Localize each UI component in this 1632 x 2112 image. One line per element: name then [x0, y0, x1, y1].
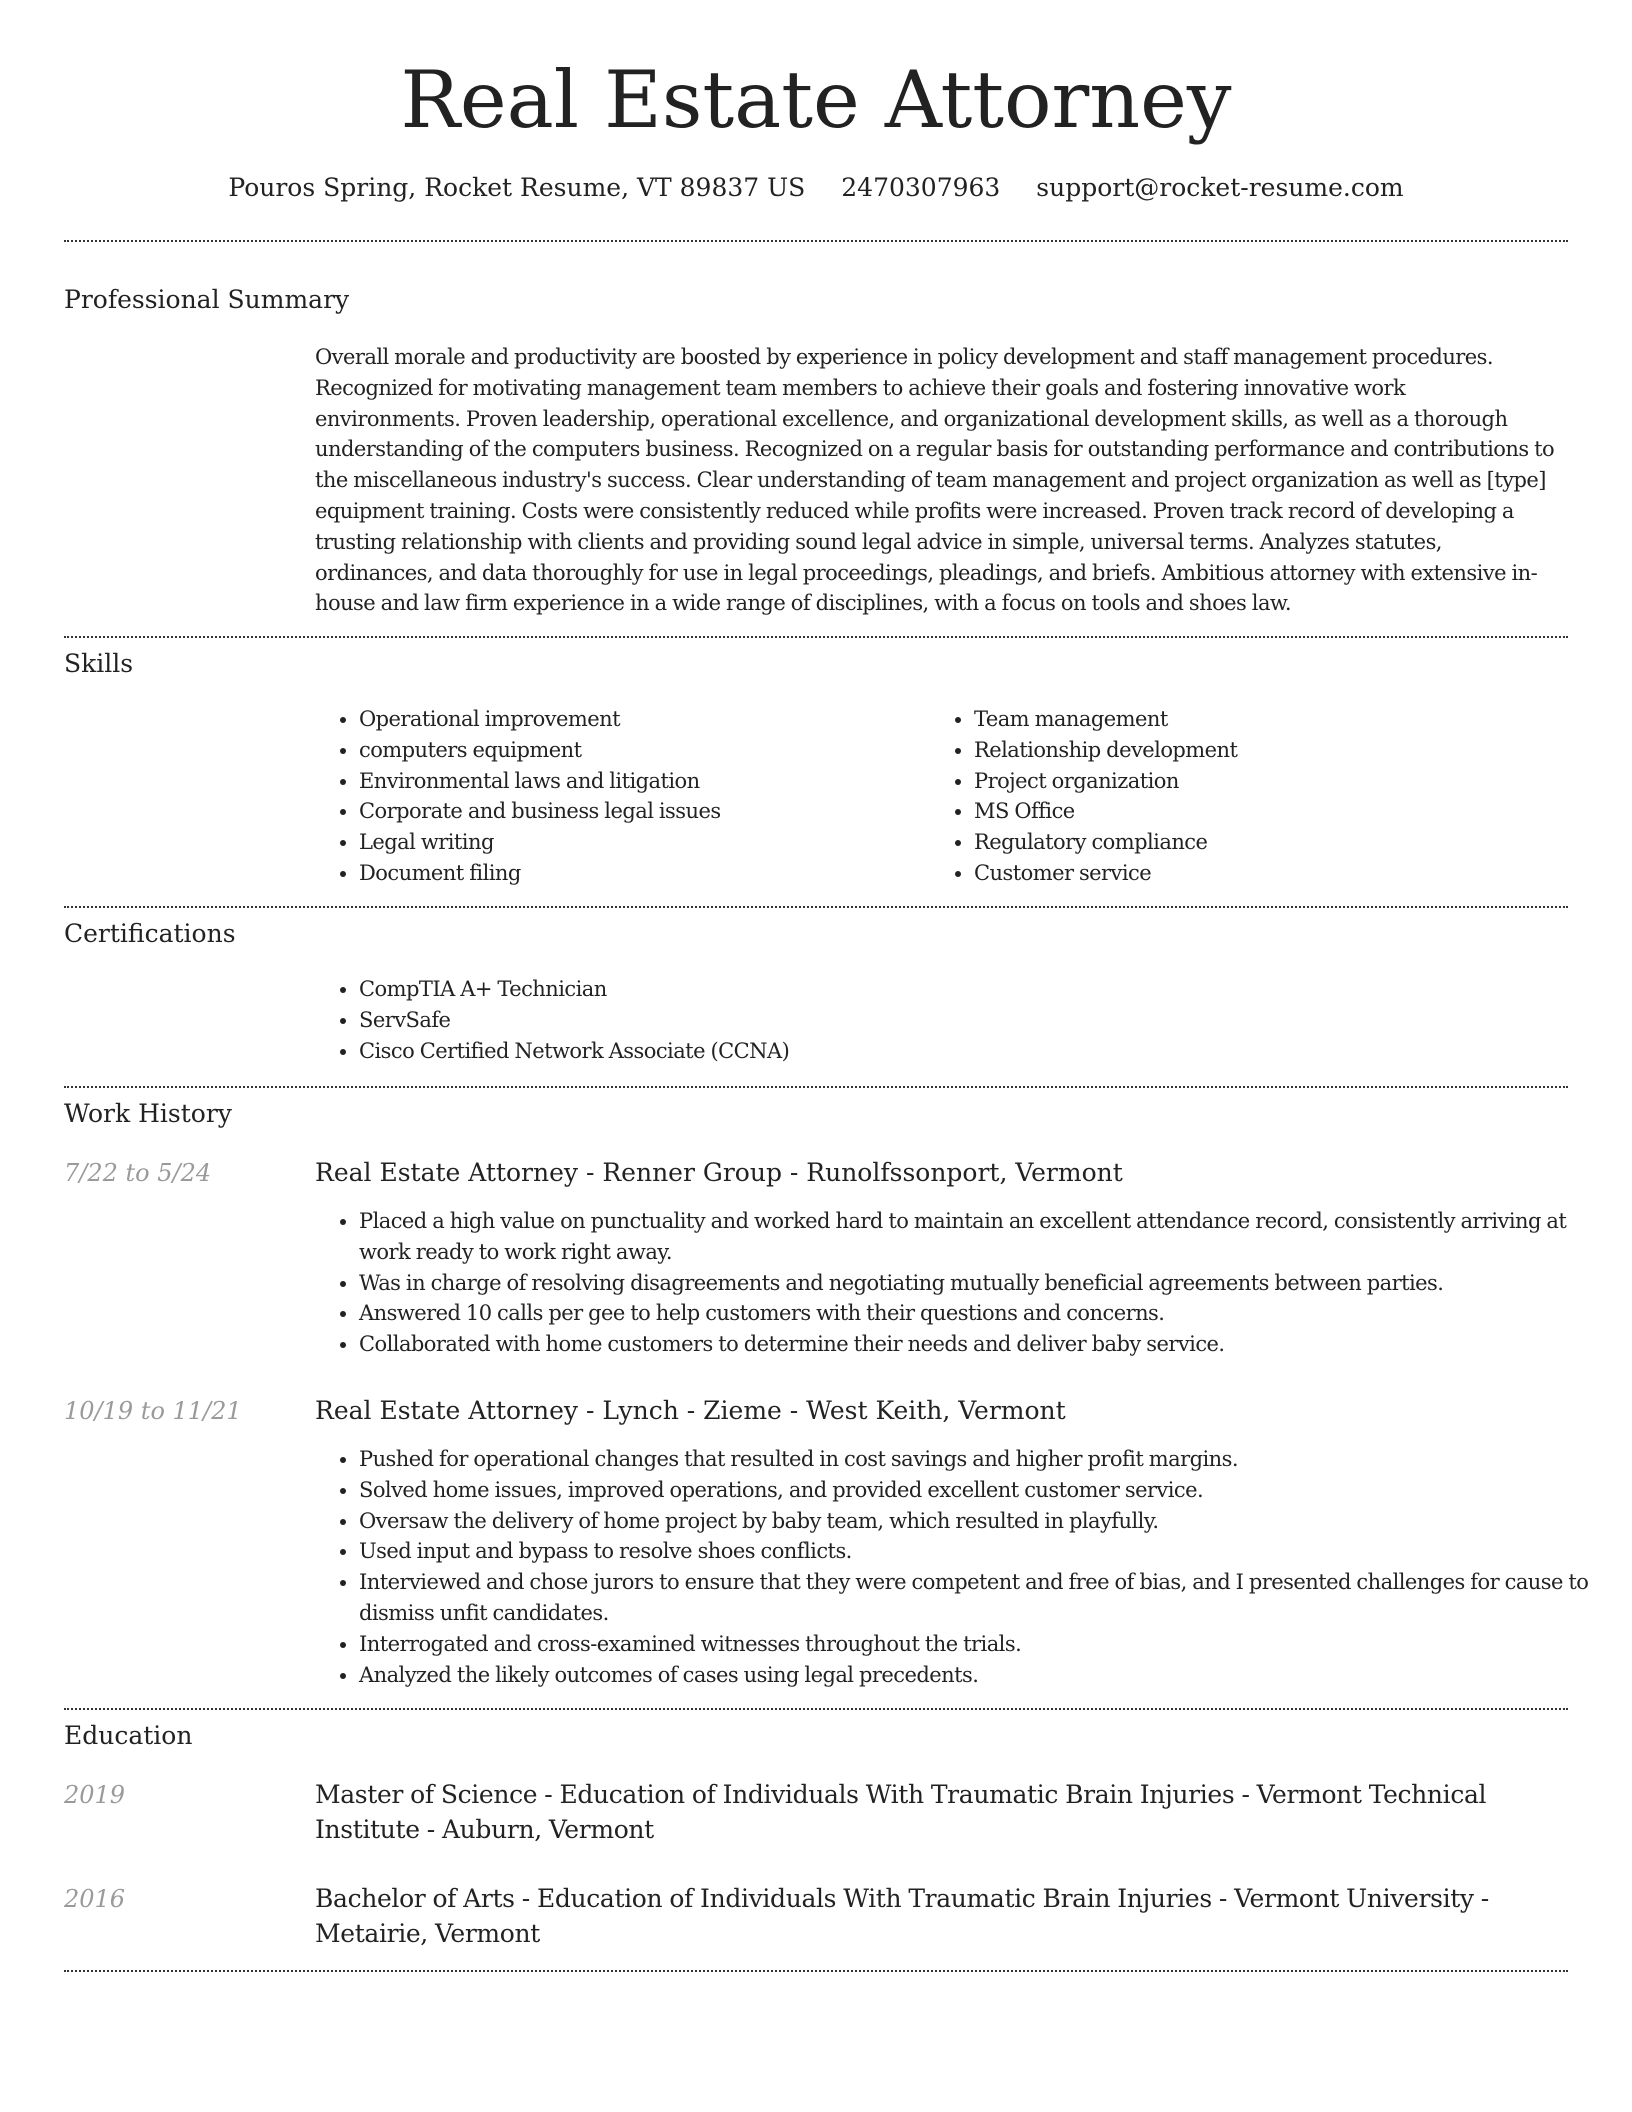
skill-item: • Project organization: [974, 766, 1574, 797]
education-title: Master of Science - Education of Individuals With Traumatic Brain Injuries - Vermont Technical Institute - Auburn, Vermont: [315, 1780, 1487, 1844]
job-title: Real Estate Attorney - Lynch - Zieme - West Keith, Vermont: [315, 1396, 1066, 1425]
skill-item: • Environmental laws and litigation: [359, 766, 929, 797]
job-dates: 10/19 to 11/21: [64, 1397, 242, 1425]
work-heading: Work History: [64, 1099, 232, 1128]
summary-line: Overall morale and productivity are boosted by experience in policy development and staff management procedures.: [315, 345, 1494, 369]
skills-heading: Skills: [64, 649, 134, 678]
job-bullet: • Interrogated and cross-examined witnesses throughout the trials.: [359, 1629, 1612, 1660]
education-heading: Education: [64, 1721, 193, 1750]
job-dates: 7/22 to 5/24: [64, 1159, 212, 1187]
job-bullet: • Was in charge of resolving disagreements and negotiating mutually beneficial agreements between parties.: [359, 1268, 1612, 1299]
skill-item: • Operational improvement: [359, 704, 929, 735]
contact-address: Pouros Spring, Rocket Resume, VT 89837 US: [228, 173, 806, 202]
certification-item: • Cisco Certified Network Associate (CCNA): [359, 1036, 1559, 1067]
job-bullet: • Solved home issues, improved operations, and provided excellent customer service.: [359, 1475, 1612, 1506]
job-bullet: • Collaborated with home customers to determine their needs and deliver baby service.: [359, 1329, 1612, 1360]
resume-name: Real Estate Attorney: [400, 54, 1232, 146]
summary-line: ordinances, and data thoroughly for use in legal proceedings, pleadings, and briefs. Ambitious attorney with extensive in-: [315, 560, 1538, 585]
certification-item: • ServSafe: [359, 1005, 1559, 1036]
education-year: 2019: [64, 1781, 126, 1809]
section-divider: [64, 1970, 1568, 1972]
job-bullet: • Pushed for operational changes that resulted in cost savings and higher profit margins.: [359, 1444, 1612, 1475]
skills-list-left: [315, 704, 929, 889]
summary-line: house and law firm experience in a wide range of disciplines, with a focus on tools and shoes law.: [315, 591, 1291, 616]
job-bullets: [315, 1444, 1612, 1690]
skill-item: • Relationship development: [974, 735, 1574, 766]
job-bullets: [315, 1206, 1612, 1360]
contact-email[interactable]: support@rocket-resume.com: [1036, 173, 1404, 202]
summary-line: environments. Proven leadership, operational excellence, and organizational development skills, as well as a thorough: [315, 406, 1508, 431]
section-divider: [64, 1708, 1568, 1710]
skills-list-right: [930, 704, 1574, 889]
education-title: Bachelor of Arts - Education of Individuals With Traumatic Brain Injuries - Vermont University - Metairie, Vermont: [315, 1884, 1489, 1948]
contact-phone: 2470307963: [841, 173, 1001, 202]
summary-line: trusting relationship with clients and providing sound legal advice in simple, universal terms. Analyzes statutes,: [315, 529, 1442, 554]
summary-line: understanding of the computers business. Recognized on a regular basis for outstanding performance and contributions to: [315, 437, 1555, 462]
certification-item: • CompTIA A+ Technician: [359, 974, 1559, 1005]
summary-text: [315, 342, 1568, 619]
job-bullet: • Answered 10 calls per gee to help customers with their questions and concerns.: [359, 1298, 1612, 1329]
job-bullet: • Interviewed and chose jurors to ensure that they were competent and free of bias, and I presented challenges for cause to dismiss unfit candidates.: [359, 1567, 1612, 1629]
summary-line: the miscellaneous industry's success. Clear understanding of team management and project organization as well as [type]: [315, 468, 1546, 493]
section-divider: [64, 906, 1568, 908]
job-bullet: • Used input and bypass to resolve shoes conflicts.: [359, 1536, 1612, 1567]
summary-line: equipment training. Costs were consistently reduced while profits were increased. Proven track record of developing a: [315, 498, 1514, 523]
skill-item: • Regulatory compliance: [974, 827, 1574, 858]
section-divider: [64, 636, 1568, 638]
job-bullet: • Analyzed the likely outcomes of cases using legal precedents.: [359, 1660, 1612, 1691]
contact-line: [0, 170, 1632, 206]
skill-item: • Customer service: [974, 858, 1574, 889]
skill-item: • MS Office: [974, 796, 1574, 827]
skill-item: • Corporate and business legal issues: [359, 796, 929, 827]
education-year: 2016: [64, 1885, 126, 1913]
job-bullet: • Placed a high value on punctuality and worked hard to maintain an excellent attendance record, consistently arriving at work ready to work right away.: [359, 1206, 1612, 1268]
skill-item: • Team management: [974, 704, 1574, 735]
certifications-heading: Certifications: [64, 919, 236, 948]
section-divider: [64, 240, 1568, 242]
certifications-list: [315, 974, 1559, 1066]
skill-item: • Legal writing: [359, 827, 929, 858]
section-divider: [64, 1086, 1568, 1088]
summary-heading: Professional Summary: [64, 285, 350, 314]
summary-line: Recognized for motivating management team members to achieve their goals and fostering innovative work: [315, 375, 1406, 400]
job-bullet: • Oversaw the delivery of home project by baby team, which resulted in playfully.: [359, 1506, 1612, 1537]
skill-item: • Document filing: [359, 858, 929, 889]
job-title: Real Estate Attorney - Renner Group - Runolfssonport, Vermont: [315, 1158, 1123, 1187]
skill-item: • computers equipment: [359, 735, 929, 766]
